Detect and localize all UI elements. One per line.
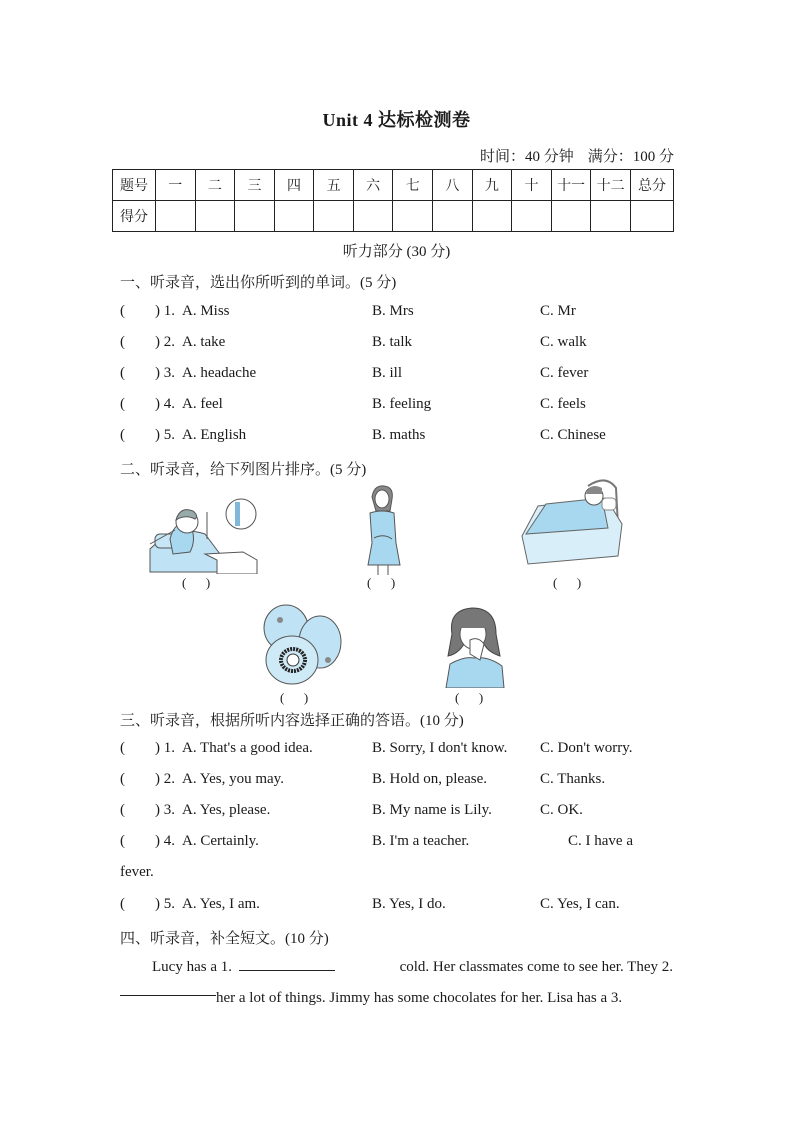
option-b: B. Yes, I do. [372, 896, 446, 912]
item-number: ( ) 5. [120, 896, 175, 912]
score-table [112, 169, 674, 232]
col-10: 十 [512, 170, 552, 201]
item-number: ( ) 3. [120, 365, 175, 381]
option-c: C. I have a [568, 833, 633, 849]
score-cell [353, 201, 393, 232]
score-cell [274, 201, 314, 232]
full-score: 满分：100 分 [587, 149, 674, 165]
score-cell [235, 201, 275, 232]
col-1: 一 [156, 170, 196, 201]
option-b: B. I'm a teacher. [372, 833, 470, 849]
part1-item-3 [120, 365, 680, 385]
option-c: C. Don't worry. [540, 740, 633, 756]
item-number: ( ) 1. [120, 303, 175, 319]
line1-post: cold. Her classmates come to see her. They 2. [399, 959, 673, 975]
option-a: A. Certainly. [182, 833, 259, 849]
option-b: B. maths [372, 427, 426, 443]
col-7: 七 [393, 170, 433, 201]
score-cell [512, 201, 552, 232]
col-3: 三 [235, 170, 275, 201]
part3-title: 三、听录音，根据所听内容选择正确的答语。(10 分) [120, 713, 464, 729]
line1-pre: Lucy has a 1. [152, 959, 232, 975]
option-a: A. That's a good idea. [182, 740, 313, 756]
part1-item-4 [120, 396, 680, 416]
option-a: A. headache [182, 365, 257, 381]
girl-holding-stomach-image [362, 483, 404, 575]
option-b: B. talk [372, 334, 412, 350]
score-cell [551, 201, 591, 232]
option-c: C. Mr [540, 303, 576, 319]
part1-item-1 [120, 303, 680, 323]
part3-item-1 [120, 740, 680, 760]
cloze-passage [120, 952, 673, 1014]
item-number: ( ) 1. [120, 740, 175, 756]
col-11: 十一 [551, 170, 591, 201]
option-a: A. Yes, you may. [182, 771, 284, 787]
col-4: 四 [274, 170, 314, 201]
time-limit: 时间：40 分钟 [479, 149, 574, 165]
passage-line-1 [120, 952, 673, 983]
option-a: A. Yes, please. [182, 802, 271, 818]
passage-line-2 [120, 983, 673, 1014]
score-cell [314, 201, 354, 232]
score-cell [195, 201, 235, 232]
option-b: B. feeling [372, 396, 432, 412]
option-c: C. Thanks. [540, 771, 606, 787]
option-b: B. ill [372, 365, 403, 381]
listening-heading: 听力部分 (30 分) [342, 244, 451, 260]
part3-item-3 [120, 802, 680, 822]
part3-item-5 [120, 896, 680, 916]
part1-title: 一、听录音，选出你所听到的单词。(5 分) [120, 275, 397, 291]
col-total: 总分 [631, 170, 674, 201]
option-c: C. OK. [540, 802, 583, 818]
boy-sleeping-in-bed-image [518, 476, 630, 570]
line2-post: her a lot of things. Jimmy has some chocolates for her. Lisa has a 3. [216, 990, 623, 1006]
score-cell [433, 201, 473, 232]
option-a: A. Miss [182, 303, 230, 319]
part4-title: 四、听录音，补全短文。(10 分) [120, 931, 329, 947]
col-9: 九 [472, 170, 512, 201]
option-c: C. fever [540, 365, 589, 381]
score-cell [156, 201, 196, 232]
score-cell [393, 201, 433, 232]
col-2: 二 [195, 170, 235, 201]
score-cell [591, 201, 631, 232]
item-number: ( ) 3. [120, 802, 175, 818]
col-6: 六 [353, 170, 393, 201]
col-5: 五 [314, 170, 354, 201]
blank-2[interactable] [120, 983, 216, 996]
option-b: B. Mrs [372, 303, 414, 319]
option-b: B. My name is Lily. [372, 802, 492, 818]
item-number: ( ) 5. [120, 427, 175, 443]
picture-3-answer-bracket[interactable]: ( ) [553, 575, 582, 590]
col-8: 八 [433, 170, 473, 201]
option-b: B. Hold on, please. [372, 771, 487, 787]
picture-2-answer-bracket[interactable]: ( ) [367, 575, 396, 590]
item-number: ( ) 4. [120, 396, 175, 412]
picture-1-answer-bracket[interactable]: ( ) [182, 575, 211, 590]
score-cell-total [631, 201, 674, 232]
option-c-wrap: fever. [120, 864, 154, 880]
option-a: A. Yes, I am. [182, 896, 260, 912]
option-a: A. feel [182, 396, 223, 412]
picture-4-answer-bracket[interactable]: ( ) [280, 690, 309, 705]
part2-title: 二、听录音，给下列图片排序。(5 分) [120, 462, 367, 478]
row-label: 得分 [113, 201, 156, 232]
part3-item-4 [120, 833, 680, 853]
blank-1[interactable] [239, 958, 335, 971]
option-a: A. take [182, 334, 226, 350]
option-c: C. walk [540, 334, 587, 350]
option-c: C. feels [540, 396, 586, 412]
score-cell [472, 201, 512, 232]
exam-meta [480, 145, 674, 166]
score-table-header-row [113, 170, 674, 201]
picture-5-answer-bracket[interactable]: ( ) [455, 690, 484, 705]
boy-in-bed-with-thermometer-image [145, 494, 263, 574]
part1-item-2 [120, 334, 680, 354]
part3-item-2 [120, 771, 680, 791]
item-number: ( ) 2. [120, 334, 175, 350]
col-12: 十二 [591, 170, 631, 201]
option-c: C. Yes, I can. [540, 896, 620, 912]
header-label: 题号 [113, 170, 156, 201]
part1-item-5 [120, 427, 680, 447]
score-table-score-row [113, 201, 674, 232]
item-number: ( ) 2. [120, 771, 175, 787]
option-c: C. Chinese [540, 427, 606, 443]
kiwi-fruits-image [262, 604, 342, 686]
option-b: B. Sorry, I don't know. [372, 740, 508, 756]
document-title: Unit 4 达标检测卷 [322, 110, 471, 130]
girl-coughing-image [444, 604, 506, 688]
item-number: ( ) 4. [120, 833, 175, 849]
option-a: A. English [182, 427, 247, 443]
